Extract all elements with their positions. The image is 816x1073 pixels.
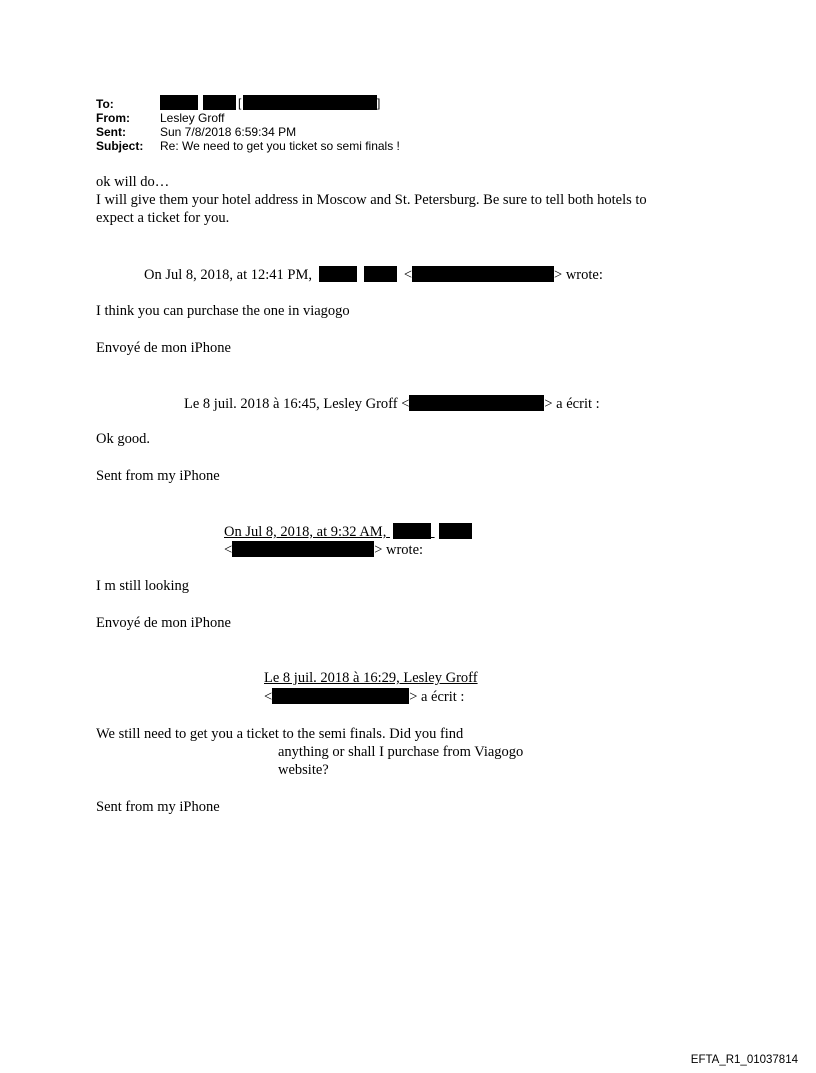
quote3-intro-text: On Jul 8, 2018, at 9:32 AM, [224, 524, 387, 540]
quote1-signature: Envoyé de mon iPhone [96, 340, 231, 356]
from-value: Lesley Groff [160, 111, 225, 125]
redaction-to-last-name [203, 95, 236, 110]
quote1-lt: < [403, 267, 413, 283]
sent-value: Sun 7/8/2018 6:59:34 PM [160, 125, 297, 139]
body-line-2: I will give them your hotel address in Moscow and St. Petersburg. Be sure to tell both hotels to [96, 192, 647, 208]
redaction-quote1-first-name [319, 266, 357, 282]
quote3-message: I m still looking [96, 578, 190, 594]
quote4-message-line3: website? [278, 762, 329, 778]
quote2-intro-start: Le 8 juil. 2018 à 16:45, Lesley Groff < [184, 396, 410, 412]
quote4-intro-line1: Le 8 juil. 2018 à 16:29, Lesley Groff [264, 670, 478, 686]
quote4-intro-end: > a écrit : [409, 689, 465, 705]
quote3-intro-line2 [224, 541, 423, 559]
subject-value: Re: We need to get you ticket so semi finals ! [160, 139, 400, 153]
quote2-message: Ok good. [96, 431, 150, 447]
redaction-quote1-last-name [364, 266, 397, 282]
sent-label: Sent: [96, 125, 126, 139]
redaction-to-first-name [160, 95, 198, 110]
quote4-signature: Sent from my iPhone [96, 799, 220, 815]
quote4-intro-line2 [264, 688, 464, 706]
quote3-lt: < [224, 542, 233, 558]
body-line-1: ok will do… [96, 174, 170, 190]
redaction-quote3-first-name [393, 523, 431, 539]
redaction-quote3-last-name [439, 523, 472, 539]
redaction-quote3-email [232, 541, 374, 557]
quote3-intro-end: > wrote: [374, 542, 424, 558]
from-label: From: [96, 111, 130, 125]
quote3-signature: Envoyé de mon iPhone [96, 615, 231, 631]
document-id-footer: EFTA_R1_01037814 [690, 1054, 798, 1066]
body-line-3: expect a ticket for you. [96, 210, 230, 226]
quote1-intro [144, 266, 603, 284]
quote2-intro [184, 395, 600, 413]
redaction-quote2-email [409, 395, 544, 411]
to-label: To: [96, 97, 114, 111]
redaction-to-email [243, 95, 377, 110]
quote4-message-line2: anything or shall I purchase from Viagogo [278, 744, 524, 760]
quote2-intro-end: > a écrit : [544, 396, 600, 412]
quote4-message-line1: We still need to get you a ticket to the semi finals. Did you find [96, 726, 464, 742]
quote2-signature: Sent from my iPhone [96, 468, 220, 484]
quote1-intro-end: > wrote: [554, 267, 603, 283]
quote1-intro-start: On Jul 8, 2018, at 12:41 PM, [144, 267, 312, 283]
quote4-lt: < [264, 689, 273, 705]
subject-label: Subject: [96, 139, 144, 153]
redaction-quote4-email [272, 688, 409, 704]
quote1-message: I think you can purchase the one in viagogo [96, 303, 350, 319]
redaction-quote1-email [412, 266, 554, 282]
quote3-intro-line1 [224, 523, 472, 541]
